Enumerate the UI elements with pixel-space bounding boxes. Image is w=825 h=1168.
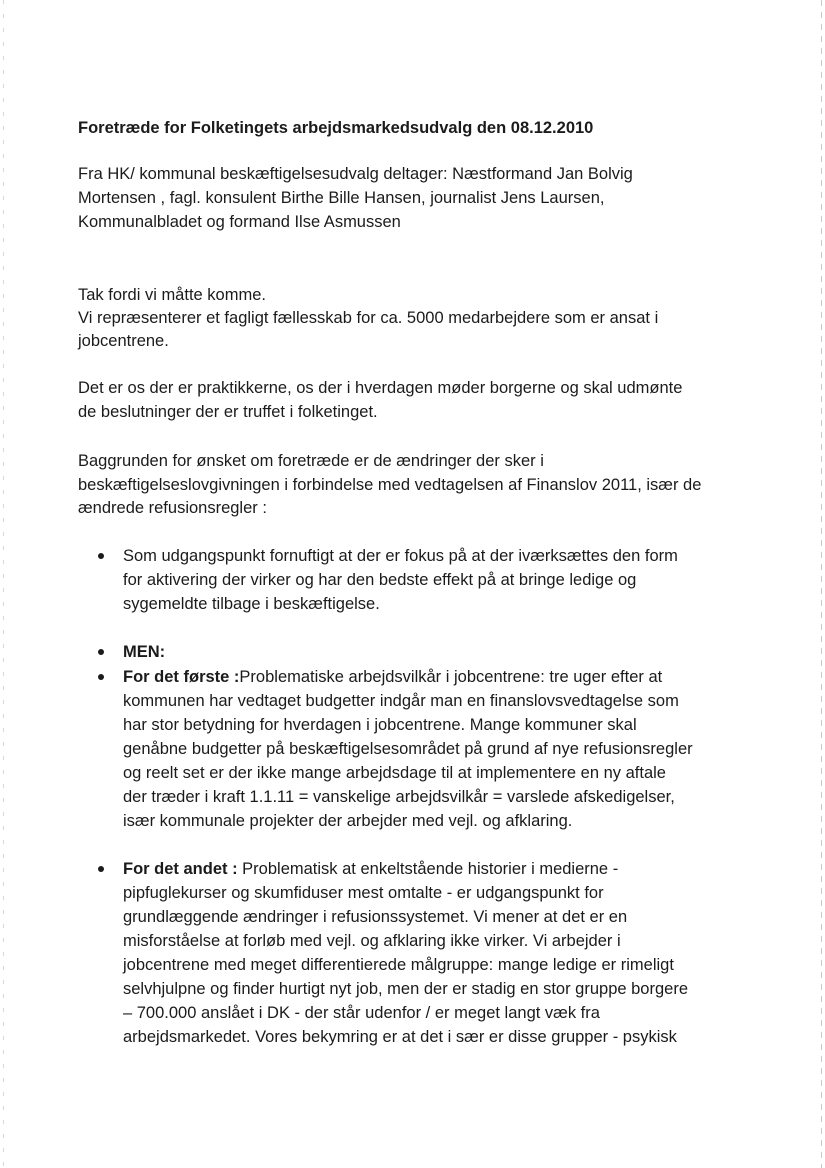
bullet-men: MEN:	[123, 643, 166, 661]
bullet2-line-5: og reelt set er der ikke mange arbejdsdage til at implementere en ny aftale	[123, 764, 666, 782]
bullet2-line-1-text: Problematiske arbejdsvilkår i jobcentrene: tre uger efter at	[239, 668, 663, 686]
intro-line-1: Tak fordi vi måtte komme.	[78, 286, 266, 304]
participants-line-2: Mortensen , fagl. konsulent Birthe Bille Hansen, journalist Jens Laursen,	[78, 189, 605, 207]
bullet2-line-1	[123, 665, 662, 689]
participants-line-3: Kommunalbladet og formand Ilse Asmussen	[78, 213, 401, 231]
bullet1-line-2: for aktivering der virker og har den bedste effekt på at bringe ledige og	[123, 571, 637, 589]
bullet2-line-6: der træder i kraft 1.1.11 = vanskelige arbejdsvilkår = varslede afskedigelser,	[123, 788, 675, 806]
background-line-3: ændrede refusionsregler :	[78, 499, 267, 517]
bullet2-line-7: især kommunale projekter der arbejder med vejl. og afklaring.	[123, 812, 573, 830]
document-title: Foretræde for Folketingets arbejdsmarkedsudvalg den 08.12.2010	[78, 119, 594, 137]
bullet3-line-1-text: Problematisk at enkeltstående historier i medierne -	[237, 860, 619, 878]
bullet3-line-4: misforståelse at forløb med vejl. og afklaring ikke virker. Vi arbejder i	[123, 932, 621, 950]
intro-line-2: Vi repræsenterer et fagligt fællesskab for ca. 5000 medarbejdere som er ansat i	[78, 309, 659, 327]
bullet-icon	[96, 640, 110, 664]
bullet3-line-5: jobcentrene med meget differentierede målgruppe: mange ledige er rimeligt	[123, 956, 674, 974]
practice-line-1: Det er os der er praktikkerne, os der i hverdagen møder borgerne og skal udmønte	[78, 379, 683, 397]
bullet3-line-6: selvhjulpne og finder hurtigt nyt job, men der er stadig en stor gruppe borgere	[123, 980, 689, 998]
bullet3-line-7: – 700.000 anslået i DK - der står udenfor / er meget langt væk fra	[123, 1004, 600, 1022]
bullet2-line-2: kommunen har vedtaget budgetter indgår man en finanslovsvedtagelse som	[123, 692, 679, 710]
background-line-1: Baggrunden for ønsket om foretræde er de ændringer der sker i	[78, 452, 544, 470]
scan-edge-right	[821, 0, 822, 1168]
bullet2-line-3: har stor betydning for hverdagen i jobcentrene. Mange kommuner skal	[123, 716, 637, 734]
intro-line-3: jobcentrene.	[78, 332, 169, 350]
background-line-2: beskæftigelseslovgivningen i forbindelse med vedtagelsen af Finanslov 2011, især de	[78, 476, 702, 494]
bullet-icon	[96, 665, 110, 689]
bullet-icon	[96, 857, 110, 881]
bullet3-lead: For det andet :	[123, 860, 238, 878]
bullet3-line-8: arbejdsmarkedet. Vores bekymring er at det i sær er disse grupper - psykisk	[123, 1028, 677, 1046]
bullet2-lead: For det første :	[123, 668, 240, 686]
participants-line-1: Fra HK/ kommunal beskæftigelsesudvalg deltager: Næstformand Jan Bolvig	[78, 165, 633, 183]
bullet1-line-3: sygemeldte tilbage i beskæftigelse.	[123, 595, 380, 613]
bullet2-line-4: genåbne budgetter på beskæftigelsesområdet på grund af nye refusionsregler	[123, 740, 693, 758]
bullet3-line-3: grundlæggende ændringer i refusionssystemet. Vi mener at det er en	[123, 908, 628, 926]
bullet3-line-2: pipfuglekurser og skumfiduser mest omtalte - er udgangspunkt for	[123, 884, 604, 902]
practice-line-2: de beslutninger der er truffet i folketinget.	[78, 403, 378, 421]
scan-edge-left	[3, 0, 4, 1168]
bullet-icon	[96, 544, 110, 568]
bullet3-line-1	[123, 857, 618, 881]
bullet1-line-1: Som udgangspunkt fornuftigt at der er fokus på at der iværksættes den form	[123, 547, 678, 565]
